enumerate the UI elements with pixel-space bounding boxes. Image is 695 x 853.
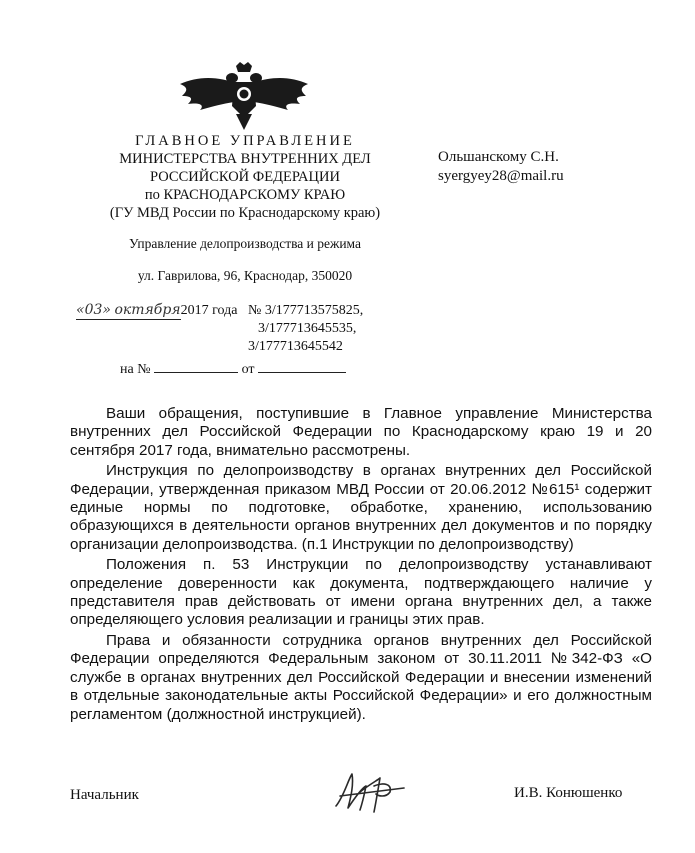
department-name: Управление делопроизводства и режима — [128, 236, 361, 251]
handwritten-day: «03» — [76, 302, 111, 318]
signatory-title: Начальник — [70, 787, 139, 803]
registration-number: 3/177713575825, — [264, 303, 364, 318]
organization-address: ул. Гаврилова, 96, Краснодар, 350020 — [137, 268, 353, 283]
date-year: 2017 года — [180, 303, 238, 318]
ref-number-blank — [154, 360, 238, 373]
org-line: (ГУ МВД России по Краснодарскому краю) — [109, 205, 381, 221]
letter-date — [76, 302, 237, 320]
recipient-email: syergyey28@mail.ru — [438, 168, 564, 184]
ref-prefix: на № — [120, 362, 151, 377]
signatory-name: И.В. Конюшенко — [514, 785, 623, 801]
registration-number: 3/177713645542 — [248, 339, 343, 354]
org-line: ГЛАВНОЕ УПРАВЛЕНИЕ — [135, 133, 355, 149]
recipient-name: Ольшанскому С.Н. — [438, 149, 559, 165]
body-paragraph: Ваши обращения, поступившие в Главное управление Министерства внутренних дел Российской Федерации по Краснодарскому краю 19 и 20 сентября 2017 года, внимательно рассмотрены. — [70, 405, 652, 459]
body-paragraph: Положения п. 53 Инструкции по делопроизводству устанавливают определение доверенности как документа, подтверждающего наличие у представителя прав действовать от имени органа внутренних дел, а также определяющего условия реализации и границы этих прав. — [70, 556, 652, 629]
org-line: МИНИСТЕРСТВА ВНУТРЕННИХ ДЕЛ — [119, 151, 371, 167]
registration-number: 3/177713645535, — [258, 321, 357, 336]
organization-header — [70, 132, 420, 222]
body-paragraph: Права и обязанности сотрудника органов внутренних дел Российской Федерации определяются Федеральным законом от 30.11.2011 №342-ФЗ «О службе в органах внутренних дел Российской Федерации и внесении изменений в отдельные законодательные акты Российской Федерации» и его должностным регламентом (должностной инструкцией). — [70, 631, 652, 723]
double-headed-eagle-emblem-icon — [178, 62, 310, 132]
handwritten-month: октября — [114, 302, 181, 318]
org-line: РОССИЙСКОЙ ФЕДЕРАЦИИ — [150, 169, 340, 185]
registration-numbers — [248, 302, 363, 356]
letter-body — [70, 405, 652, 726]
ref-date-blank — [258, 360, 346, 373]
reference-line — [120, 360, 346, 378]
body-paragraph: Инструкция по делопроизводству в органах внутренних дел Российской Федерации, утвержденная приказом МВД России от 20.06.2012 №615¹ содержит единые нормы по подготовке, обработке, хранению, использованию образующихся в деятельности органов внутренних дел документов и по порядку организации делопроизводства. (п.1 Инструкции по делопроизводству) — [70, 462, 652, 553]
recipient-block — [438, 148, 564, 186]
number-label: № — [248, 303, 262, 318]
ref-from: от — [241, 362, 255, 377]
handwritten-signature-icon — [330, 766, 410, 814]
org-line: по КРАСНОДАРСКОМУ КРАЮ — [144, 187, 346, 203]
